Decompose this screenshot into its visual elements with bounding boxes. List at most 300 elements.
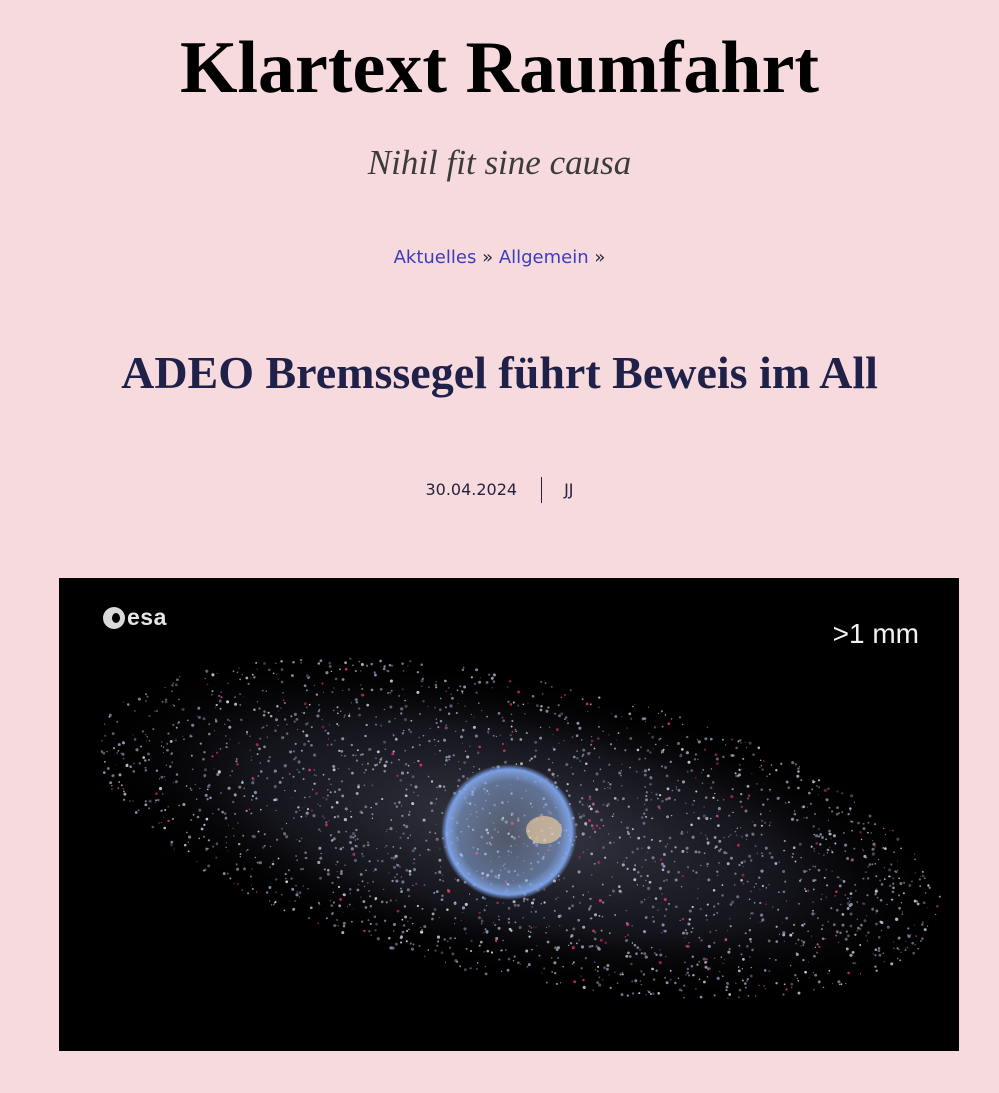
- debris-particle: [314, 685, 315, 686]
- debris-particle: [404, 905, 406, 907]
- debris-particle: [811, 912, 814, 915]
- debris-particle: [896, 947, 898, 949]
- debris-particle: [707, 841, 710, 844]
- debris-particle: [698, 961, 700, 963]
- debris-particle: [470, 940, 472, 942]
- debris-particle: [122, 753, 125, 756]
- debris-particle: [328, 778, 330, 780]
- debris-particle: [517, 691, 520, 694]
- debris-particle: [419, 855, 420, 856]
- debris-particle: [104, 761, 106, 763]
- debris-particle: [330, 784, 331, 785]
- debris-particle: [372, 818, 373, 819]
- debris-particle: [305, 734, 308, 737]
- debris-particle: [880, 921, 883, 924]
- debris-particle: [362, 764, 363, 765]
- debris-particle: [745, 834, 748, 837]
- debris-particle: [145, 800, 147, 802]
- debris-particle: [251, 756, 252, 757]
- debris-particle: [871, 850, 872, 851]
- debris-particle: [666, 798, 668, 800]
- debris-particle: [296, 891, 298, 893]
- debris-particle: [362, 880, 364, 882]
- debris-particle: [700, 939, 702, 941]
- debris-particle: [643, 930, 645, 932]
- debris-particle: [540, 709, 543, 712]
- debris-particle: [405, 825, 408, 828]
- debris-particle: [695, 753, 697, 755]
- debris-particle: [477, 962, 478, 963]
- debris-particle: [652, 856, 655, 859]
- debris-particle: [670, 970, 672, 972]
- debris-particle: [445, 759, 448, 762]
- debris-particle: [234, 813, 236, 815]
- debris-particle: [288, 869, 290, 871]
- debris-particle: [802, 944, 804, 946]
- debris-particle: [680, 920, 681, 921]
- debris-particle: [714, 836, 717, 839]
- debris-particle: [675, 905, 678, 908]
- debris-particle: [331, 806, 334, 809]
- debris-particle: [554, 910, 556, 912]
- debris-particle: [714, 753, 717, 756]
- debris-particle: [454, 937, 456, 939]
- debris-particle: [463, 927, 466, 930]
- debris-particle: [775, 982, 777, 984]
- debris-particle: [829, 833, 832, 836]
- debris-particle: [352, 754, 354, 756]
- debris-particle: [896, 838, 899, 841]
- debris-particle: [862, 849, 863, 850]
- debris-particle: [445, 690, 447, 692]
- debris-particle: [857, 822, 860, 825]
- debris-particle: [171, 684, 173, 686]
- debris-particle: [207, 684, 209, 686]
- debris-particle: [814, 850, 816, 852]
- debris-particle: [522, 917, 524, 919]
- debris-particle: [847, 813, 849, 815]
- debris-particle: [447, 940, 449, 942]
- debris-particle: [777, 797, 780, 800]
- debris-particle: [728, 984, 729, 985]
- debris-particle: [582, 926, 585, 929]
- debris-particle: [695, 777, 696, 778]
- debris-particle: [318, 662, 321, 665]
- debris-particle: [458, 779, 461, 782]
- debris-particle: [171, 841, 174, 844]
- debris-particle: [730, 857, 733, 860]
- debris-particle: [588, 891, 589, 892]
- debris-particle: [481, 920, 484, 923]
- debris-particle: [660, 858, 662, 860]
- debris-particle: [520, 964, 521, 965]
- debris-particle: [739, 739, 741, 741]
- debris-particle: [688, 942, 690, 944]
- debris-particle: [203, 751, 205, 753]
- debris-particle: [839, 984, 840, 985]
- debris-particle: [717, 800, 719, 802]
- debris-particle: [281, 668, 284, 671]
- debris-particle: [740, 827, 741, 828]
- debris-particle: [582, 814, 585, 817]
- debris-particle: [777, 909, 779, 911]
- debris-particle: [469, 746, 470, 747]
- debris-particle: [115, 764, 116, 765]
- debris-particle: [360, 873, 363, 876]
- debris-particle: [488, 733, 489, 734]
- debris-particle: [388, 720, 391, 723]
- debris-particle: [414, 785, 417, 788]
- debris-particle: [680, 832, 683, 835]
- debris-particle: [794, 974, 796, 976]
- debris-particle: [331, 691, 333, 693]
- debris-particle: [440, 720, 443, 723]
- debris-particle: [336, 919, 338, 921]
- debris-particle: [420, 927, 421, 928]
- debris-particle: [172, 682, 174, 684]
- debris-particle: [863, 850, 864, 851]
- debris-particle: [604, 857, 606, 859]
- debris-particle: [437, 936, 440, 939]
- debris-particle: [284, 790, 285, 791]
- debris-particle: [602, 846, 605, 849]
- post-author[interactable]: JJ: [564, 480, 574, 499]
- debris-particle: [670, 979, 672, 981]
- debris-particle: [596, 945, 598, 947]
- debris-particle: [804, 971, 807, 974]
- debris-particle: [297, 806, 299, 808]
- debris-particle: [570, 942, 572, 944]
- debris-particle: [286, 732, 288, 734]
- debris-particle: [616, 740, 617, 741]
- debris-particle: [795, 763, 797, 765]
- debris-particle: [389, 706, 392, 709]
- debris-particle: [626, 923, 629, 926]
- debris-particle: [826, 884, 828, 886]
- debris-particle: [833, 923, 836, 926]
- debris-particle: [264, 833, 266, 835]
- debris-particle: [664, 977, 666, 979]
- debris-particle: [463, 686, 466, 689]
- debris-particle: [608, 787, 609, 788]
- debris-particle: [892, 890, 895, 893]
- debris-particle: [804, 923, 806, 925]
- debris-particle: [650, 799, 652, 801]
- debris-particle: [445, 706, 447, 708]
- debris-particle: [901, 902, 902, 903]
- debris-particle: [645, 721, 646, 722]
- debris-particle: [285, 873, 287, 875]
- debris-particle: [291, 674, 294, 677]
- debris-particle: [732, 788, 734, 790]
- debris-particle: [401, 876, 402, 877]
- debris-particle: [349, 658, 351, 660]
- debris-particle: [510, 703, 513, 706]
- debris-particle: [389, 664, 392, 667]
- site-title[interactable]: Klartext Raumfahrt: [179, 27, 820, 109]
- debris-particle: [837, 876, 838, 877]
- debris-particle: [702, 782, 704, 784]
- debris-particle: [313, 754, 316, 757]
- esa-logo: [103, 604, 167, 631]
- debris-particle: [385, 748, 387, 750]
- debris-particle: [409, 660, 411, 662]
- debris-particle: [581, 739, 583, 741]
- debris-particle: [719, 971, 720, 972]
- debris-particle: [626, 910, 627, 911]
- debris-particle: [203, 717, 206, 720]
- debris-particle: [268, 886, 271, 889]
- debris-particle: [379, 761, 381, 763]
- debris-particle: [594, 748, 596, 750]
- debris-particle: [514, 956, 516, 958]
- debris-particle: [872, 843, 875, 846]
- debris-particle: [323, 817, 324, 818]
- debris-particle: [744, 809, 747, 812]
- breadcrumb-link-aktuelles[interactable]: Aktuelles: [393, 247, 477, 268]
- post-date: 30.04.2024: [425, 480, 518, 499]
- debris-particle: [541, 903, 543, 905]
- debris-particle: [356, 701, 358, 703]
- debris-particle: [730, 795, 733, 798]
- debris-particle: [315, 792, 318, 795]
- debris-particle: [171, 752, 173, 754]
- debris-particle: [374, 764, 377, 767]
- debris-particle: [830, 907, 832, 909]
- debris-particle: [547, 706, 549, 708]
- debris-particle: [645, 859, 647, 861]
- debris-particle: [749, 929, 751, 931]
- debris-particle: [799, 843, 802, 846]
- debris-particle: [199, 788, 200, 789]
- debris-particle: [576, 734, 579, 737]
- debris-particle: [633, 878, 636, 881]
- debris-particle: [121, 784, 123, 786]
- debris-particle: [597, 737, 599, 739]
- debris-particle: [814, 866, 816, 868]
- esa-logo-text: esa: [127, 604, 167, 630]
- debris-particle: [882, 847, 884, 849]
- debris-particle: [289, 750, 292, 753]
- debris-particle: [520, 762, 523, 765]
- debris-particle: [760, 788, 762, 790]
- debris-particle: [721, 884, 723, 886]
- debris-particle: [227, 719, 229, 721]
- debris-particle: [339, 668, 341, 670]
- debris-particle: [368, 860, 370, 862]
- debris-particle: [448, 713, 450, 715]
- debris-particle: [857, 901, 859, 903]
- debris-particle: [578, 870, 581, 873]
- debris-particle: [747, 797, 749, 799]
- debris-particle: [677, 871, 680, 874]
- debris-particle: [434, 908, 437, 911]
- debris-particle: [581, 797, 583, 799]
- breadcrumb: [0, 245, 999, 271]
- debris-particle: [691, 965, 694, 968]
- debris-particle: [717, 875, 718, 876]
- debris-particle: [602, 804, 604, 806]
- debris-particle: [163, 817, 164, 818]
- debris-particle: [647, 749, 650, 752]
- debris-particle: [822, 938, 824, 940]
- debris-particle: [819, 833, 821, 835]
- debris-particle: [513, 701, 515, 703]
- debris-particle: [337, 831, 340, 834]
- debris-particle: [668, 797, 671, 800]
- debris-particle: [123, 701, 124, 702]
- debris-particle: [648, 769, 650, 771]
- debris-particle: [227, 746, 229, 748]
- breadcrumb-separator: »: [482, 247, 494, 268]
- debris-particle: [391, 664, 393, 666]
- debris-particle: [627, 995, 629, 997]
- debris-particle: [182, 736, 183, 737]
- debris-particle: [106, 751, 107, 752]
- debris-particle: [441, 812, 443, 814]
- debris-particle: [662, 868, 665, 871]
- debris-particle: [683, 984, 685, 986]
- debris-particle: [802, 959, 804, 961]
- debris-particle: [712, 781, 715, 784]
- debris-particle: [404, 750, 406, 752]
- debris-particle: [827, 852, 828, 853]
- debris-particle: [643, 836, 645, 838]
- debris-particle: [608, 764, 610, 766]
- debris-particle: [860, 973, 861, 974]
- debris-particle: [166, 743, 168, 745]
- debris-particle: [511, 738, 514, 741]
- debris-particle: [586, 825, 587, 826]
- debris-particle: [203, 836, 205, 838]
- debris-particle: [480, 677, 482, 679]
- post-title: ADEO Bremssegel führt Beweis im All: [121, 347, 878, 398]
- debris-particle: [731, 901, 734, 904]
- debris-particle: [821, 928, 823, 930]
- debris-particle: [257, 862, 259, 864]
- debris-particle: [104, 735, 106, 737]
- debris-particle: [435, 754, 436, 755]
- debris-particle: [628, 806, 630, 808]
- debris-particle: [907, 947, 908, 948]
- debris-particle: [657, 909, 659, 911]
- breadcrumb-link-allgemein[interactable]: Allgemein: [498, 247, 589, 268]
- debris-particle: [429, 849, 430, 850]
- debris-particle: [462, 729, 465, 732]
- debris-particle: [876, 970, 878, 972]
- debris-particle: [671, 850, 673, 852]
- debris-particle: [372, 768, 374, 770]
- debris-particle: [842, 924, 845, 927]
- debris-particle: [903, 892, 905, 894]
- debris-particle: [800, 879, 801, 880]
- debris-particle: [303, 778, 305, 780]
- debris-particle: [267, 736, 268, 737]
- debris-particle: [285, 880, 288, 883]
- debris-particle: [921, 923, 924, 926]
- debris-particle: [553, 734, 554, 735]
- debris-particle: [231, 770, 233, 772]
- debris-particle: [487, 950, 490, 953]
- debris-particle: [303, 743, 306, 746]
- debris-particle: [591, 736, 592, 737]
- debris-particle: [751, 833, 754, 836]
- debris-particle: [748, 794, 750, 796]
- debris-particle: [698, 851, 701, 854]
- debris-particle: [527, 703, 528, 704]
- debris-particle: [624, 749, 626, 751]
- debris-particle: [289, 900, 290, 901]
- debris-particle: [581, 945, 584, 948]
- debris-particle: [304, 685, 306, 687]
- debris-particle: [317, 804, 318, 805]
- debris-particle: [101, 740, 103, 742]
- debris-particle: [573, 756, 576, 759]
- debris-particle: [722, 756, 725, 759]
- debris-particle: [632, 706, 634, 708]
- debris-particle: [531, 906, 532, 907]
- debris-particle: [570, 689, 572, 691]
- debris-particle: [220, 696, 222, 698]
- debris-particle: [595, 788, 598, 791]
- debris-particle: [198, 838, 200, 840]
- debris-particle: [553, 961, 556, 964]
- debris-particle: [708, 945, 711, 948]
- debris-particle: [384, 764, 387, 767]
- debris-particle: [224, 724, 225, 725]
- debris-particle: [335, 678, 338, 681]
- debris-particle: [434, 707, 436, 709]
- debris-particle: [519, 738, 522, 741]
- debris-particle: [134, 738, 137, 741]
- debris-particle: [686, 847, 689, 850]
- debris-particle: [441, 898, 444, 901]
- debris-particle: [562, 966, 563, 967]
- debris-particle: [740, 879, 743, 882]
- debris-particle: [735, 831, 737, 833]
- debris-particle: [631, 925, 633, 927]
- debris-particle: [460, 769, 461, 770]
- debris-particle: [182, 708, 185, 711]
- debris-particle: [914, 925, 915, 926]
- debris-particle: [375, 898, 377, 900]
- debris-particle: [458, 703, 459, 704]
- debris-particle: [749, 899, 751, 901]
- debris-particle: [297, 729, 298, 730]
- debris-particle: [812, 781, 813, 782]
- debris-particle: [142, 730, 144, 732]
- debris-particle: [661, 840, 663, 842]
- debris-particle: [187, 720, 189, 722]
- debris-particle: [555, 898, 557, 900]
- debris-particle: [144, 759, 147, 762]
- debris-particle: [546, 927, 547, 928]
- debris-particle: [648, 991, 650, 993]
- debris-particle: [367, 844, 370, 847]
- debris-particle: [407, 837, 409, 839]
- debris-particle: [713, 889, 716, 892]
- debris-particle: [706, 919, 707, 920]
- debris-particle: [283, 832, 286, 835]
- debris-particle: [241, 889, 243, 891]
- debris-particle: [641, 952, 643, 954]
- debris-particle: [757, 746, 760, 749]
- debris-particle: [311, 726, 313, 728]
- debris-particle: [655, 969, 657, 971]
- debris-particle: [269, 900, 270, 901]
- debris-particle: [655, 954, 657, 956]
- debris-particle: [596, 981, 599, 984]
